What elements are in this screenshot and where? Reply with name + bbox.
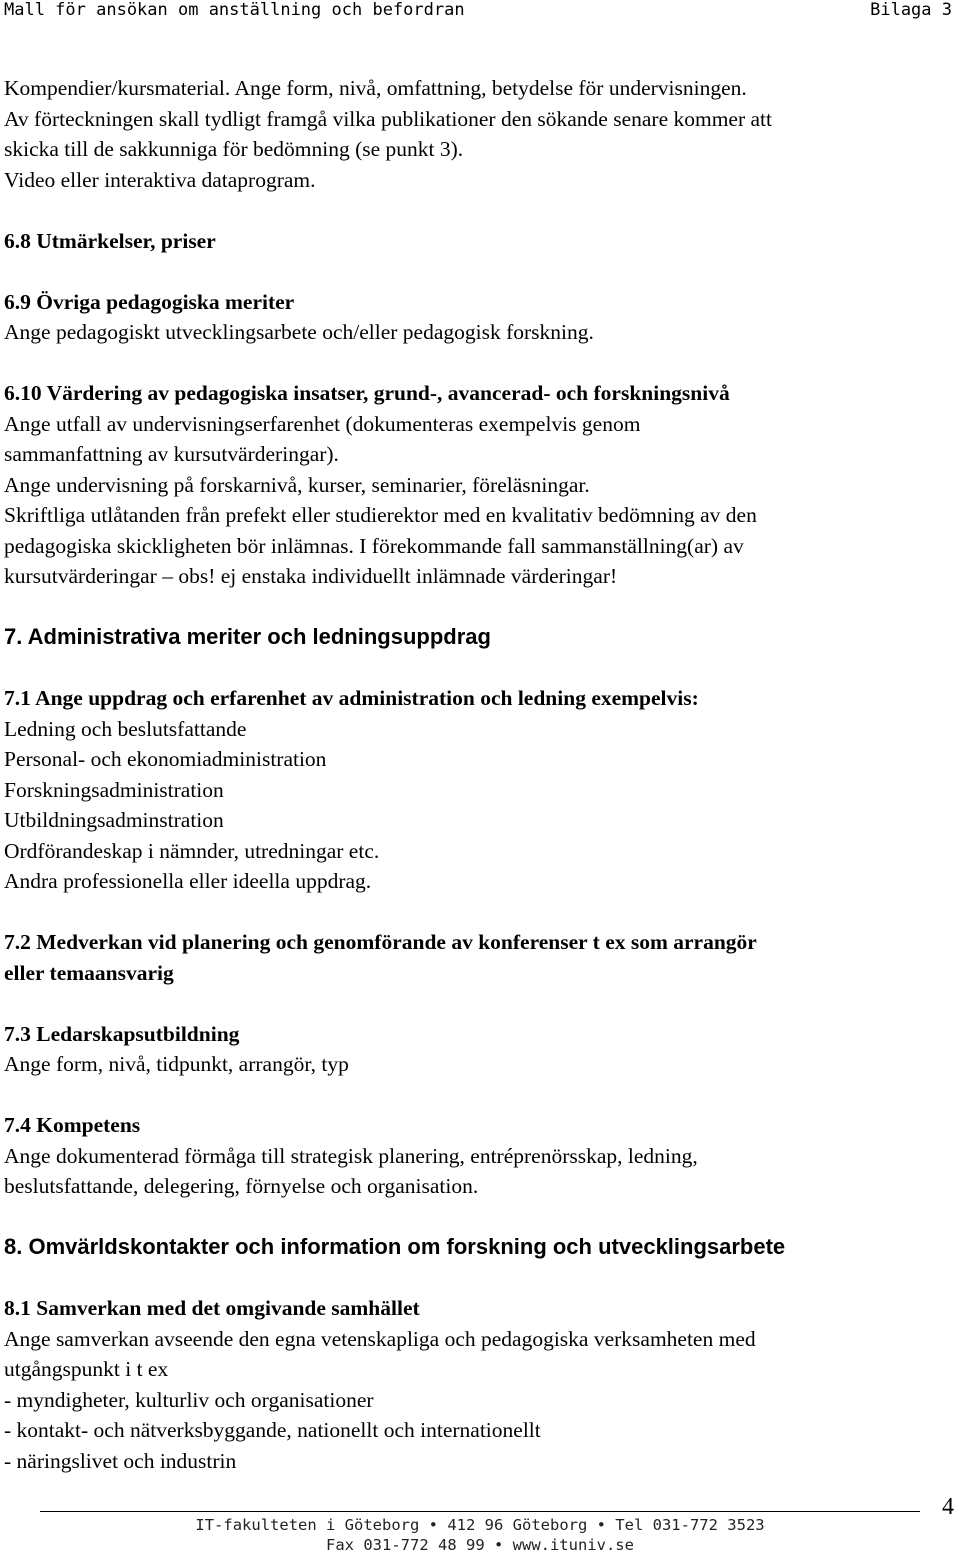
paragraph-line: Kompendier/kursmaterial. Ange form, nivå, omfattning, betydelse för undervisningen. bbox=[4, 76, 747, 100]
paragraph-line: sammanfattning av kursutvärderingar). bbox=[4, 442, 339, 466]
list-item: Utbildningsadminstration bbox=[4, 808, 224, 832]
list-item: Personal- och ekonomiadministration bbox=[4, 747, 327, 771]
list-item: - myndigheter, kulturliv och organisationer bbox=[4, 1387, 374, 1412]
list-item: - kontakt- och nätverksbyggande, nationellt och internationellt bbox=[4, 1418, 541, 1442]
appendix-label: Bilaga 3 bbox=[870, 0, 952, 20]
paragraph-line: pedagogiska skickligheten bör inlämnas. I förekommande fall sammanställning(ar) av bbox=[4, 533, 744, 558]
section-heading-7-4: 7.4 Kompetens bbox=[4, 1113, 141, 1137]
footer-divider bbox=[40, 1511, 920, 1512]
section-heading-7-1: 7.1 Ange uppdrag och erfarenhet av administration och ledning exempelvis: bbox=[4, 686, 699, 710]
footer-contact: Fax 031-772 48 99 • www.ituniv.se bbox=[326, 1536, 634, 1554]
paragraph-line: Skriftliga utlåtanden från prefekt eller studierektor med en kvalitativ bedömning av den bbox=[4, 503, 757, 527]
paragraph-line: Av förteckningen skall tydligt framgå vilka publikationer den sökande senare kommer att bbox=[4, 106, 772, 131]
section-heading-7-3: 7.3 Ledarskapsutbildning bbox=[4, 1021, 240, 1046]
page-number: 4 bbox=[942, 1494, 954, 1520]
paragraph-line: kursutvärderingar – obs! ej enstaka individuellt inlämnade värderingar! bbox=[4, 564, 618, 588]
section-heading-7-2: 7.2 Medverkan vid planering och genomförande av konferenser t ex som arrangör bbox=[4, 930, 757, 954]
list-item: Andra professionella eller ideella uppdrag. bbox=[4, 869, 372, 893]
footer-address: IT-fakulteten i Göteborg • 412 96 Göteborg • Tel 031-772 3523 bbox=[195, 1516, 765, 1534]
paragraph-line: Ange pedagogiskt utvecklingsarbete och/eller pedagogisk forskning. bbox=[4, 320, 594, 344]
paragraph-line: Ange form, nivå, tidpunkt, arrangör, typ bbox=[4, 1052, 349, 1076]
paragraph-line: Ange utfall av undervisningserfarenhet (dokumenteras exempelvis genom bbox=[4, 411, 641, 436]
section-heading-6-9: 6.9 Övriga pedagogiska meriter bbox=[4, 289, 295, 314]
section-heading-6-10: 6.10 Värdering av pedagogiska insatser, grund-, avancerad- och forskningsnivå bbox=[4, 381, 730, 405]
section-heading-8: 8. Omvärldskontakter och information om forskning och utvecklingsarbete bbox=[4, 1234, 786, 1259]
section-heading-6-8: 6.8 Utmärkelser, priser bbox=[4, 228, 216, 253]
section-heading-7-2-cont: eller temaansvarig bbox=[4, 960, 174, 985]
paragraph-line: skicka till de sakkunniga för bedömning (se punkt 3). bbox=[4, 137, 464, 161]
paragraph-line: Ange undervisning på forskarnivå, kurser, seminarier, föreläsningar. bbox=[4, 472, 590, 497]
page-header bbox=[0, 0, 960, 26]
paragraph-line: Ange dokumenterad förmåga till strategisk planering, entréprenörsskap, ledning, bbox=[4, 1143, 698, 1168]
document-body bbox=[4, 73, 956, 1476]
list-item: - näringslivet och industrin bbox=[4, 1448, 237, 1473]
list-item: Ordförandeskap i nämnder, utredningar etc. bbox=[4, 838, 380, 863]
paragraph-line: Ange samverkan avseende den egna vetenskapliga och pedagogiska verksamheten med bbox=[4, 1326, 756, 1351]
paragraph-line: Video eller interaktiva dataprogram. bbox=[4, 167, 316, 192]
document-title: Mall för ansökan om anställning och befordran bbox=[4, 0, 465, 20]
section-heading-8-1: 8.1 Samverkan med det omgivande samhället bbox=[4, 1296, 420, 1320]
list-item: Forskningsadministration bbox=[4, 777, 224, 802]
list-item: Ledning och beslutsfattande bbox=[4, 716, 247, 741]
paragraph-line: beslutsfattande, delegering, förnyelse och organisation. bbox=[4, 1174, 479, 1198]
paragraph-line: utgångspunkt i t ex bbox=[4, 1357, 169, 1381]
section-heading-7: 7. Administrativa meriter och ledningsuppdrag bbox=[4, 624, 491, 649]
